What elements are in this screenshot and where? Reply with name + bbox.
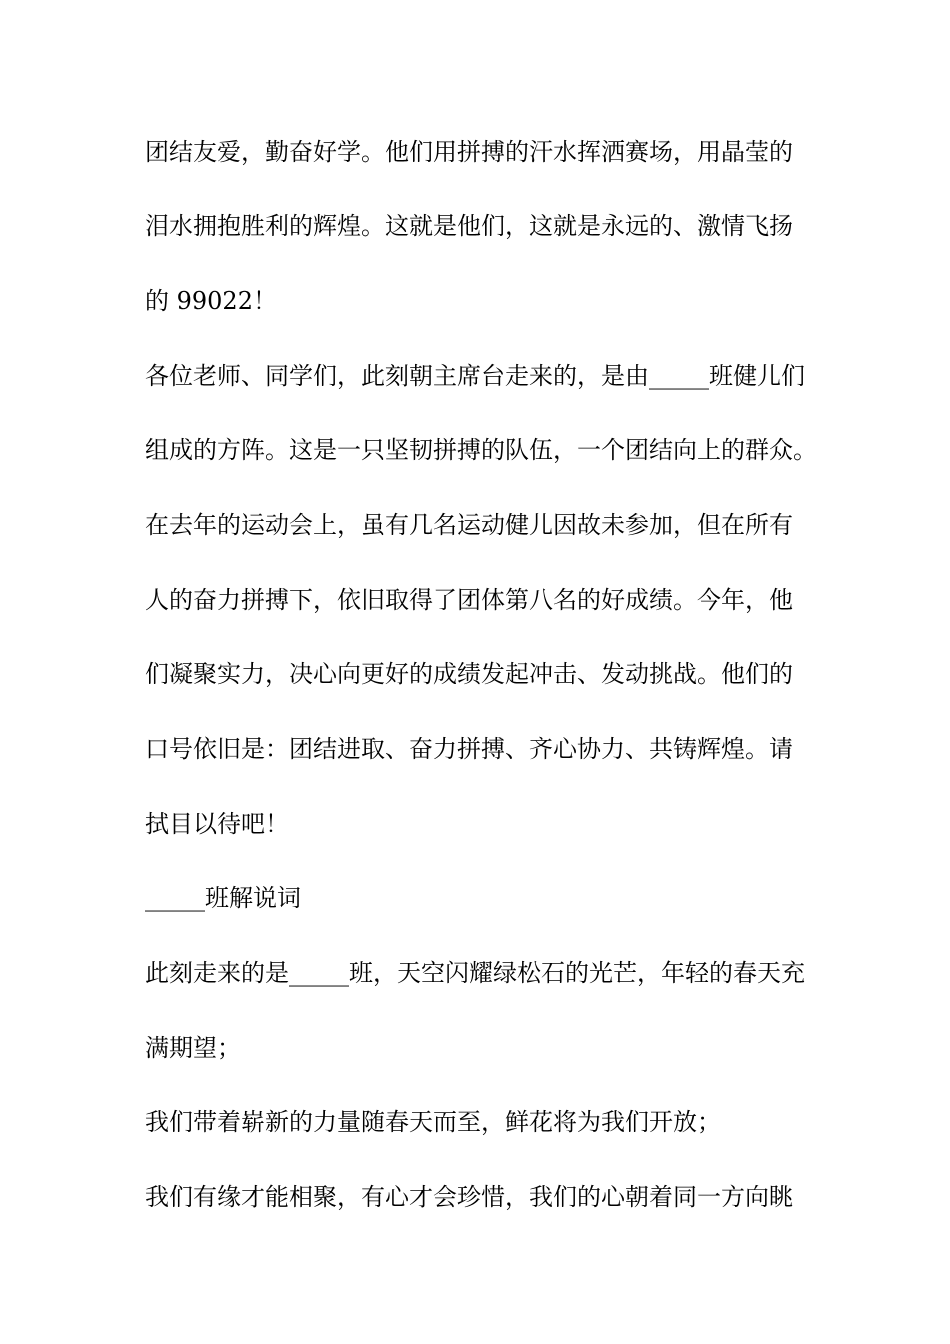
- text-line: 人的奋力拼搏下，依旧取得了团体第八名的好成绩。今年，他: [145, 586, 793, 614]
- text-line: 组成的方阵。这是一只坚韧拼搏的队伍，一个团结向上的群众。: [145, 436, 817, 464]
- text-line: 各位老师、同学们，此刻朝主席台走来的，是由_____班健儿们: [145, 362, 805, 390]
- text-line: 此刻走来的是_____班，天空闪耀绿松石的光芒，年轻的春天充: [145, 959, 805, 987]
- text-line: 满期望；: [145, 1034, 241, 1062]
- text-line: 我们有缘才能相聚，有心才会珍惜，我们的心朝着同一方向眺: [145, 1183, 793, 1211]
- text-line: 们凝聚实力，决心向更好的成绩发起冲击、发动挑战。他们的: [145, 660, 793, 688]
- text-line: 拭目以待吧！: [145, 810, 289, 838]
- text-line: 的 99022！: [145, 287, 277, 315]
- text-line: 口号依旧是：团结进取、奋力拼搏、齐心协力、共铸辉煌。请: [145, 735, 793, 763]
- text-line: 在去年的运动会上，虽有几名运动健儿因故未参加，但在所有: [145, 511, 793, 539]
- section-heading: _____班解说词: [145, 884, 301, 912]
- text-line: 泪水拥抱胜利的辉煌。这就是他们，这就是永远的、激情飞扬: [145, 212, 793, 240]
- text-line: 团结友爱，勤奋好学。他们用拼搏的汗水挥洒赛场，用晶莹的: [145, 138, 793, 166]
- text-line: 我们带着崭新的力量随春天而至，鲜花将为我们开放；: [145, 1108, 721, 1136]
